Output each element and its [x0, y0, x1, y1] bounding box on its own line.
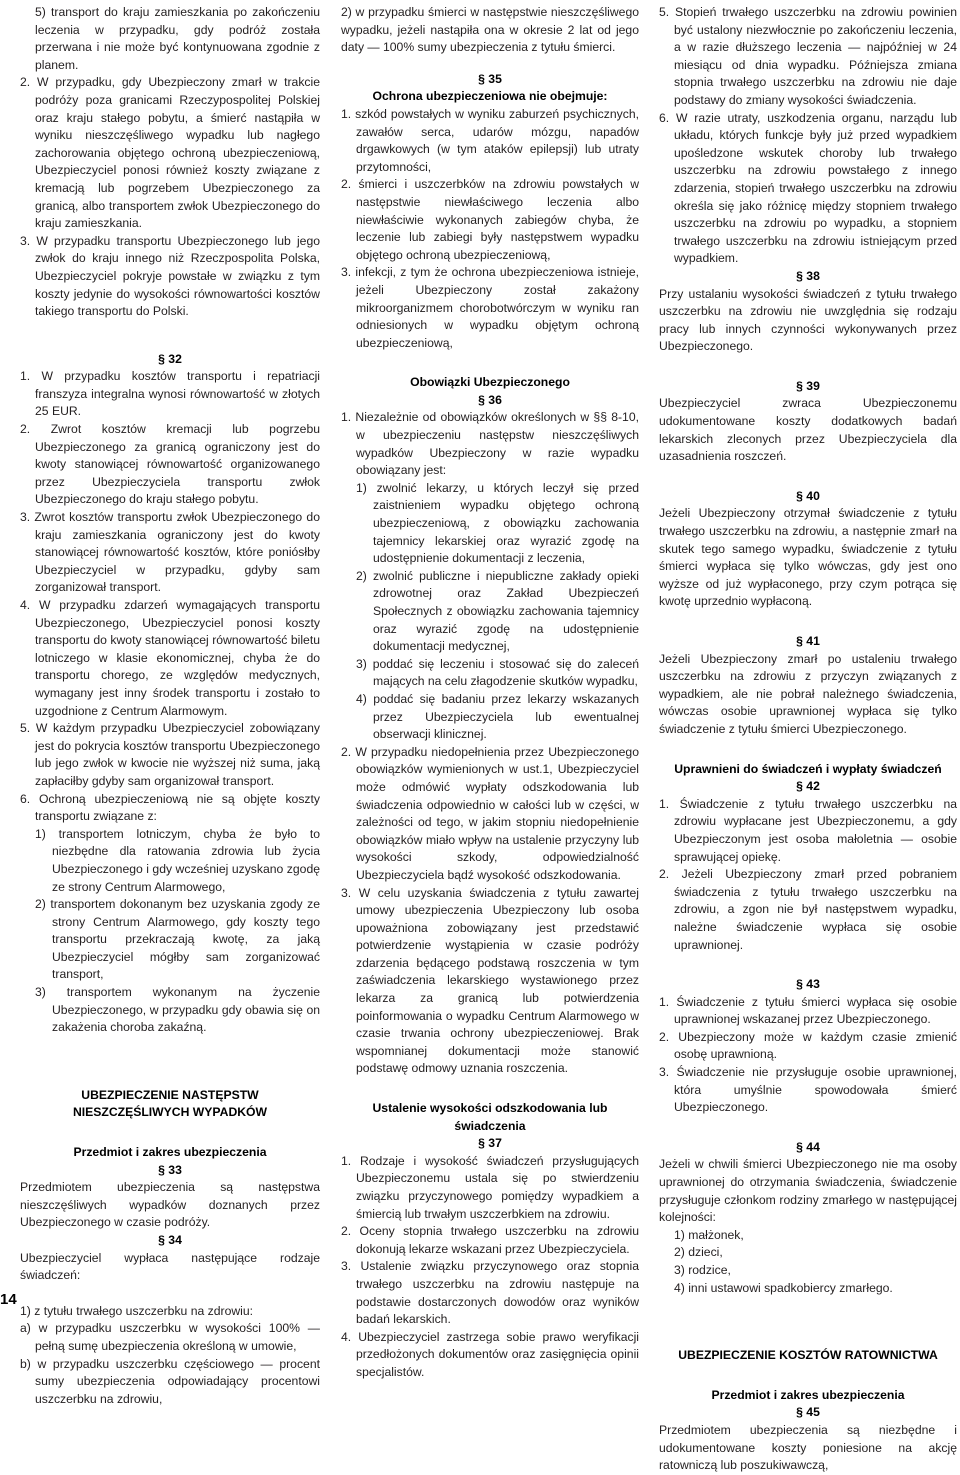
- paragraph: 2. W przypadku niedopełnienia przez Ubezpieczonego obowiązków wymienionych w ust.1, Ubezpieczyciel może odmówić wypłaty odszkodowania lub świadczenia odpowiednio w całości lub w części, w zależności od tego, w jakim stopniu niedopełnienie obowiązków miało wpływ na ustalenie przyczyny lub wysokości szkody, odpowiedzialność Ubezpieczyciela bądź wysokość odszkodowania.: [341, 744, 639, 882]
- subheading: Obowiązki Ubezpieczonego: [410, 375, 570, 390]
- list-item: b) w przypadku uszczerbku częściowego — procent sumy ubezpieczenia odpowiadający procentowi uszczerbku na zdrowiu,: [20, 1356, 320, 1406]
- column-middle: [341, 4, 639, 1382]
- column-right: [659, 4, 957, 1475]
- paragraph: 2. W przypadku, gdy Ubezpieczony zmarł w trakcie podróży poza granicami Rzeczypospolitej Polskiej oraz kraju stałego pobytu, a śmierć nastąpiła w wyniku nieszczęśliwego wypadku lub nagłego zachorowania objętego ochroną ubezpieczeniową, Ubezpieczyciel ponosi również koszty związane z kremacją lub pogrzebem Ubezpieczonego za granicą, albo transportem zwłok Ubezpieczonego do kraju zamieszkania.: [20, 75, 320, 231]
- page-number: 14: [0, 1291, 17, 1308]
- paragraph: 4. W przypadku zdarzeń wymagających transportu Ubezpieczonego, Ubezpieczyciel ponosi koszty transportu do kwoty stanowiącej równowartość biletu lotniczego w klasie ekonomicznej, chyba że do transportu chorego, ze względów medycznych, wymagany jest inny środek transportu i zostało to uzgodnione z Centrum Alarmowym.: [20, 598, 320, 718]
- section-number: § 45: [796, 1405, 820, 1420]
- column-left: [20, 4, 320, 1408]
- paragraph: 5. Stopień trwałego uszczerbku na zdrowiu powinien być ustalony niezwłocznie po zakończeniu leczenia, a w razie dłuższego leczenia — najpóźniej w 24 miesiącu od dnia wypadku. Późniejsza zmiana stopnia trwałego uszczerbku na zdrowiu nie daje podstawy do zmiany wysokości świadczenia.: [659, 5, 957, 107]
- section-number: § 33: [158, 1162, 182, 1177]
- paragraph: 5) transport do kraju zamieszkania po zakończeniu leczenia w przypadku, gdy podróż została przerwana i nie może być kontynuowana zgodnie z planem.: [35, 5, 320, 72]
- chapter-heading: NIESZCZĘŚLIWYCH WYPADKÓW: [72, 1105, 268, 1120]
- paragraph: Jeżeli w chwili śmierci Ubezpieczonego nie ma osoby uprawnionej do otrzymania świadczenia, świadczenie przysługuje członkom rodziny zmarłego w następującej kolejności:: [659, 1157, 957, 1225]
- list-item: 1) z tytułu trwałego uszczerbku na zdrowiu:: [20, 1303, 254, 1318]
- list-item: 3) rodzice,: [674, 1263, 731, 1277]
- paragraph: Jeżeli Ubezpieczony zmarł po ustaleniu trwałego uszczerbku na zdrowiu z przyczyn związanych z wypadkiem, ale nie pobrał należnego świadczenia, wówczas osobie uprawnionej wypłaca się tylko świadczenie z tytułu śmierci Ubezpieczonego.: [659, 651, 957, 736]
- list-item: 3. infekcji, z tym że ochrona ubezpieczeniowa istnieje, jeżeli Ubezpieczony został zakażony mikroorganizmem chorobotwórczym w wyniku ran odniesionych w wypadku objętym ochroną ubezpieczeniową,: [341, 265, 639, 350]
- list-item: 1) małżonek,: [674, 1227, 744, 1242]
- subheading: Uprawnieni do świadczeń i wypłaty świadczeń: [674, 761, 942, 776]
- list-item: 2) dzieci,: [674, 1245, 723, 1260]
- subheading: Ustalenie wysokości odszkodowania lub świadczenia: [372, 1101, 608, 1133]
- chapter-heading: UBEZPIECZENIE NASTĘPSTW: [81, 1087, 259, 1102]
- paragraph: 4. Ubezpieczyciel zastrzega sobie prawo weryfikacji przedłożonych dokumentów oraz zasięgnięcia opinii specjalistów.: [341, 1329, 639, 1379]
- paragraph: Jeżeli Ubezpieczony otrzymał świadczenie z tytułu trwałego uszczerbku na zdrowiu, a następnie zmarł na skutek tego samego wypadku, świadczenie z tytułu śmierci wypłaca się tylko wówczas, gdy jest ono wyższe od już wypłaconego, przy czym potrąca się kwotę uprzednio wypłaconą.: [659, 506, 957, 609]
- paragraph: 3. W przypadku transportu Ubezpieczonego lub jego zwłok do kraju innego niż Rzeczpospolita Polska, Ubezpieczyciel pokryje powstałe w związku z tym koszty jedynie do wysokości równowartości kosztów takiego transportu do Polski.: [20, 233, 320, 319]
- paragraph: 1. Niezależnie od obowiązków określonych w §§ 8-10, w ubezpieczeniu następstw nieszczęśliwych wypadków Ubezpieczony w razie wypadku obowiązany jest:: [341, 410, 639, 478]
- paragraph: 1. W przypadku kosztów transportu i repatriacji franszyza integralna wynosi równowartość w złotych 25 EUR.: [20, 369, 320, 419]
- paragraph: 3. Świadczenie nie przysługuje osobie uprawnionej, która umyślnie spowodowała śmierć Ubezpieczonego.: [659, 1065, 957, 1115]
- list-item: a) w przypadku uszczerbku w wysokości 100% — pełną sumę ubezpieczenia określoną w umowie,: [20, 1321, 320, 1353]
- list-item: 4) inni ustawowi spadkobiercy zmarłego.: [674, 1280, 893, 1295]
- section-number: § 42: [796, 779, 820, 794]
- paragraph: Przy ustalaniu wysokości świadczeń z tytułu trwałego uszczerbku na zdrowiu nie uwzględnia się rodzaju pracy lub innych czynności wykonywanych przez Ubezpieczonego.: [659, 286, 957, 354]
- section-number: § 44: [796, 1139, 820, 1154]
- paragraph: 2) w przypadku śmierci w następstwie nieszczęśliwego wypadku, jeżeli nastąpiła ona w okresie 2 lat od jego daty — 100% sumy ubezpieczenia z tytułu śmierci.: [341, 5, 639, 55]
- paragraph: 3. Ustalenie związku przyczynowego oraz stopnia trwałego uszczerbku na zdrowiu następuje na podstawie dostarczonych dowodów oraz wyników badań lekarskich.: [341, 1259, 639, 1327]
- list-item: 1) zwolnić lekarzy, u których leczył się przed zaistnieniem wypadku objętego ochroną ubezpieczeniową, z obowiązku zachowania tajemnicy lekarskiej oraz wyrazić zgodę na udostępnienie dokumentacji z leczenia,: [356, 480, 639, 566]
- list-item: 3) transportem wykonanym na życzenie Ubezpieczonego, w przypadku gdy obawia się on zakażenia choroba zakaźną.: [35, 985, 320, 1035]
- paragraph: Przedmiotem ubezpieczenia są następstwa nieszczęśliwych wypadków doznanych przez Ubezpieczonego w czasie podróży.: [20, 1180, 320, 1230]
- paragraph: 3. Zwrot kosztów transportu zwłok Ubezpieczonego do kraju zamieszkania ograniczony jest do kwoty stanowiącej równowartość kosztów, które poniósłby Ubezpieczyciel w przypadku, gdyby sam zorganizował transport.: [20, 510, 320, 595]
- section-number: § 41: [796, 634, 820, 648]
- list-item: 2) zwolnić publiczne i niepubliczne zakłady opieki zdrowotnej oraz Zakład Ubezpieczeń Społecznych z obowiązku zachowania tajemnicy oraz wyrazić zgodę na udostępnienie dokumentacji medycznej,: [356, 568, 639, 654]
- list-item: 4) poddać się badaniu przez lekarzy wskazanych przez Ubezpieczyciela lub ewentualnej obserwacji klinicznej.: [356, 691, 639, 742]
- subheading: Przedmiot i zakres ubezpieczenia: [73, 1145, 267, 1160]
- paragraph: 2. Zwrot kosztów kremacji lub pogrzebu Ubezpieczonego za granicą ograniczony jest do kwoty stanowiącej równowartość organizowanego przez Ubezpieczyciela transportu zwłok Ubezpieczonego do kraju stałego pobytu.: [20, 422, 320, 507]
- section-number: § 37: [478, 1136, 502, 1151]
- section-number: § 39: [796, 378, 820, 393]
- paragraph: Przedmiotem ubezpieczenia są niezbędne i udokumentowane koszty poniesione na akcję ratowniczą lub poszukiwawczą,: [659, 1422, 957, 1473]
- paragraph: 1. Rodzaje i wysokość świadczeń przysługujących Ubezpieczonemu ustala się po stwierdzeniu związku przyczynowego pomiędzy wypadkiem a śmiercią lub trwałym uszczerbkiem na zdrowiu.: [341, 1153, 639, 1221]
- section-number: § 38: [796, 268, 820, 283]
- section-number: § 32: [158, 351, 182, 366]
- subheading: Ochrona ubezpieczeniowa nie obejmuje:: [372, 89, 608, 104]
- section-number: § 43: [796, 977, 820, 992]
- subheading: Przedmiot i zakres ubezpieczenia: [711, 1387, 905, 1402]
- paragraph: 2. Jeżeli Ubezpieczony zmarł przed pobraniem świadczenia z tytułu trwałego uszczerbku na zdrowiu, a zgon nie był następstwem wypadku, należne świadczenie wypłaca się osobie uprawnionej.: [659, 867, 957, 952]
- paragraph: Ubezpieczyciel zwraca Ubezpieczonemu udokumentowane koszty dodatkowych badań lekarskich zleconych przez Ubezpieczyciela dla uzasadnienia roszczeń.: [659, 396, 957, 464]
- paragraph: 6. Ochroną ubezpieczeniową nie są objęte koszty transportu związane z:: [20, 791, 320, 824]
- list-item: 2) transportem dokonanym bez uzyskania zgody ze strony Centrum Alarmowego, gdy koszty tego transportu przekraczają kwotę, za jaką Ubezpieczyciel mógłby sam zorganizować transport,: [35, 897, 320, 982]
- paragraph: 6. W razie utraty, uszkodzenia organu, narządu lub układu, których funkcje były już przed wypadkiem upośledzone wskutek choroby lub trwałego uszczerbku na zdrowiu powstałego z innego zdarzenia, stopień trwałego uszczerbku na zdrowiu określa się jako różnicę między stopniem trwałego uszczerbku na zdrowiu po wypadku, a stopniem trwałego uszczerbku na zdrowiu istniejącym przed wypadkiem.: [659, 110, 957, 266]
- section-number: § 35: [478, 71, 502, 86]
- paragraph: 3. W celu uzyskania świadczenia z tytułu zawartej umowy ubezpieczenia Ubezpieczony lub osoba upoważniona zobowiązany jest przedstawić potwierdzenie wystąpienia w czasie podróży zdarzenia będącego podstawą roszczenia w tym zaświadczenia lekarskiego wystawionego przez lekarza za granicą lub potwierdzenia poinformowania o wypadku Centrum Alarmowego w czasie trwania ochrony ubezpieczeniowej. Brak wspomnianej dokumentacji może stanowić podstawę odmowy uznania roszczenia.: [341, 885, 639, 1076]
- paragraph: 2. Oceny stopnia trwałego uszczerbku na zdrowiu dokonują lekarze wskazani przez Ubezpieczyciela.: [341, 1224, 639, 1256]
- section-number: § 34: [158, 1233, 182, 1247]
- list-item: 3) poddać się leczeniu i stosować się do zaleceń mających na celu złagodzenie skutków wypadku,: [356, 656, 639, 689]
- list-item: 1. szkód powstałych w wyniku zaburzeń psychicznych, zawałów serca, udarów mózgu, napadów drgawkowych (w tym ataków epilepsji) lub utraty przytomności,: [341, 106, 639, 174]
- section-number: § 40: [796, 488, 820, 503]
- paragraph: 1. Świadczenie z tytułu trwałego uszczerbku na zdrowiu wypłacane jest Ubezpieczonemu, a gdy Ubezpieczonym jest osoba małoletnia — osobie sprawującej opiekę.: [659, 796, 957, 864]
- paragraph: 2. Ubezpieczony może w każdym czasie zmienić osobę uprawnioną.: [659, 1029, 957, 1062]
- section-number: § 36: [478, 392, 502, 407]
- chapter-heading: UBEZPIECZENIE KOSZTÓW RATOWNICTWA: [678, 1348, 938, 1363]
- paragraph: Ubezpieczyciel wypłaca następujące rodzaje świadczeń:: [20, 1250, 320, 1283]
- paragraph: 5. W każdym przypadku Ubezpieczyciel zobowiązany jest do pokrycia kosztów transportu Ubezpieczonego lub jego zwłok w kwocie nie wyższej niż suma, jaką zapłaciłby gdyby sam organizował transport.: [20, 721, 320, 788]
- paragraph: 1. Świadczenie z tytułu śmierci wypłaca się osobie uprawnionej wskazanej przez Ubezpieczonego.: [659, 994, 957, 1027]
- list-item: 1) transportem lotniczym, chyba że było to niezbędne dla ratowania zdrowia lub życia Ubezpieczonego i gdy wcześniej uzyskano zgodę ze strony Centrum Alarmowego,: [35, 826, 320, 894]
- list-item: 2. śmierci i uszczerbków na zdrowiu powstałych w następstwie niewłaściwego leczenia albo niewłaściwie wykonanych zabiegów chyba, że leczenie lub zabiegi były następstwem wypadku objętego ochroną ubezpieczeniową,: [341, 177, 639, 262]
